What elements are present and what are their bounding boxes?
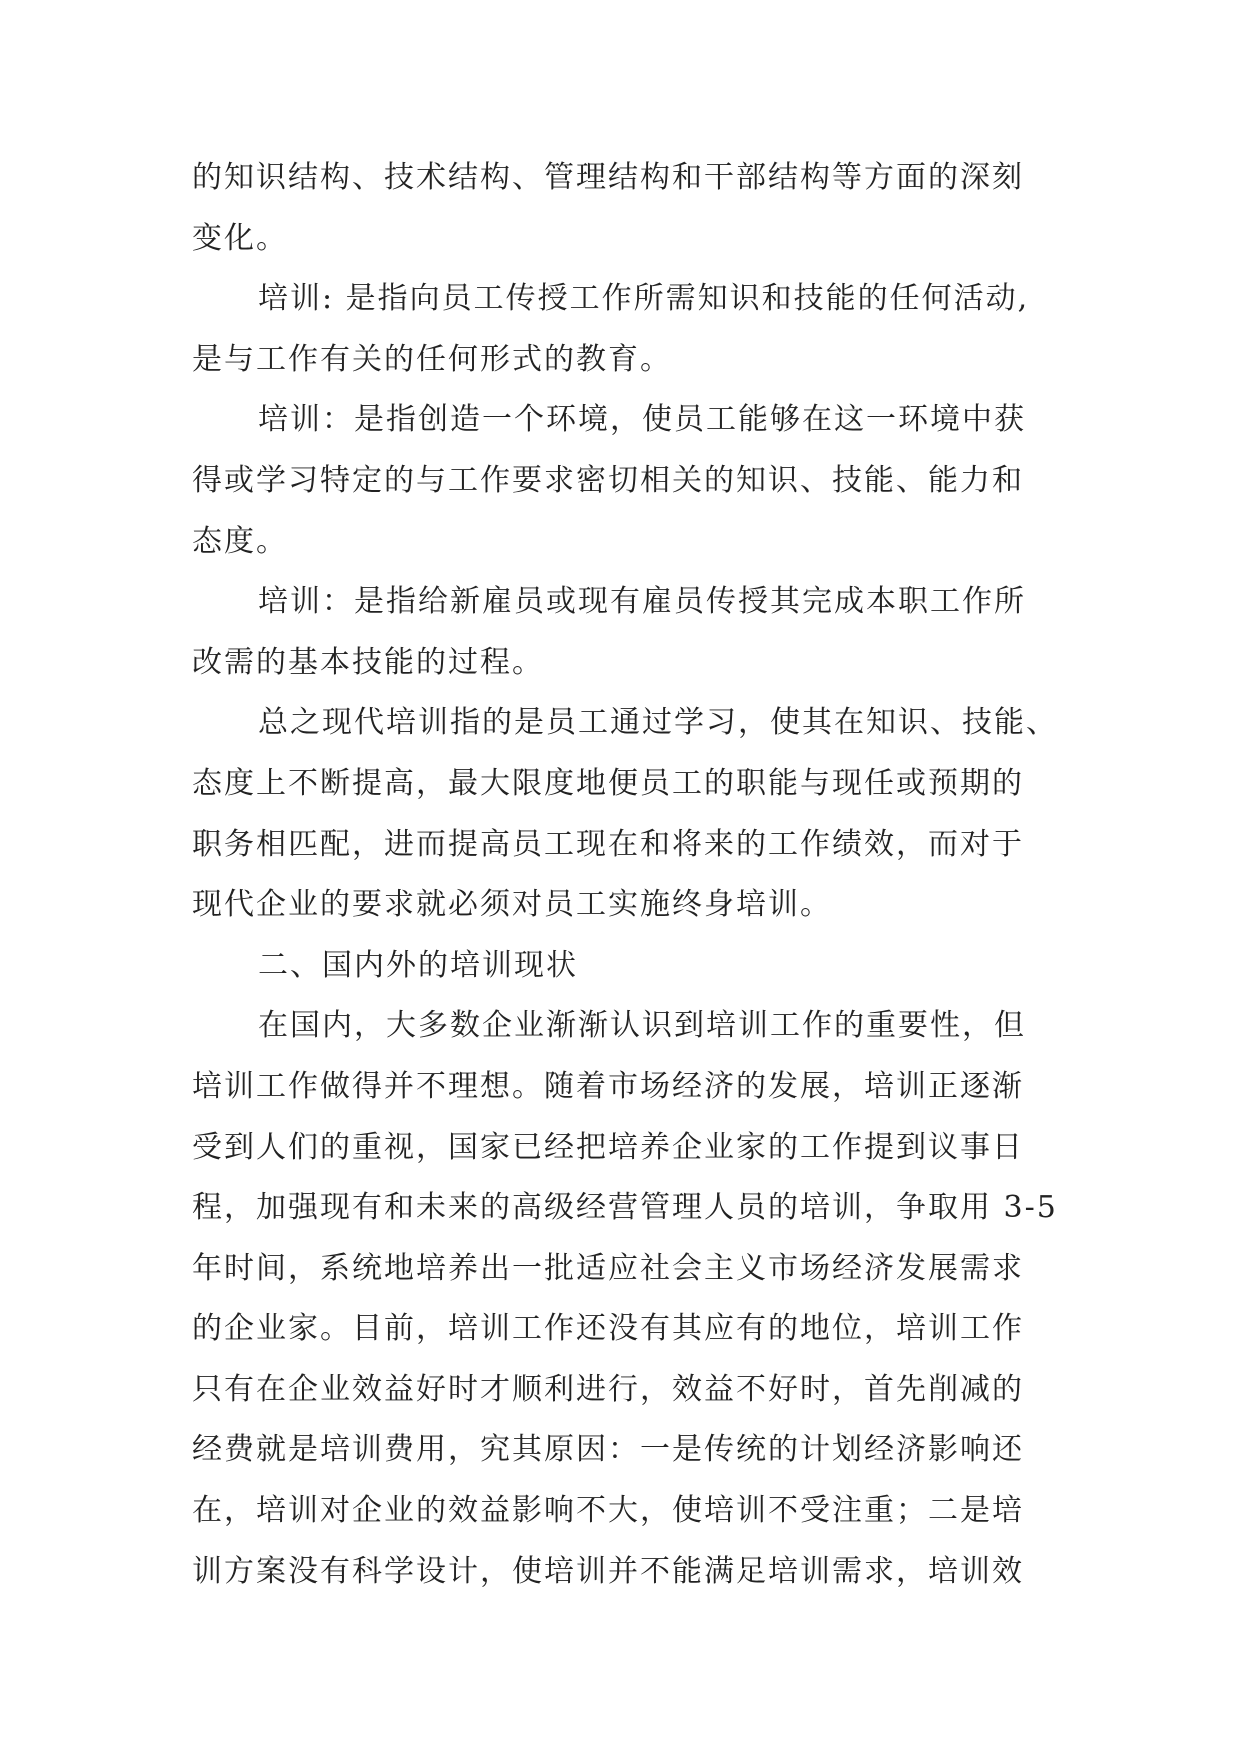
text-line: 态度上不断提高，最大限度地便员工的职能与现任或预期的	[192, 765, 1024, 801]
text-line: 经费就是培训费用，究其原因：一是传统的计划经济影响还	[192, 1432, 1024, 1468]
document-body	[192, 148, 1072, 1602]
text-line: 变化。	[192, 220, 288, 256]
text-line: 态度。	[192, 523, 288, 559]
text-line: 的企业家。目前，培训工作还没有其应有的地位，培训工作	[192, 1311, 1024, 1347]
text-line: 培训工作做得并不理想。随着市场经济的发展，培训正逐渐	[192, 1068, 1024, 1104]
text-line: 培训：是指给新雇员或现有雇员传授其完成本职工作所	[258, 584, 1026, 620]
text-line: 改需的基本技能的过程。	[192, 644, 544, 680]
text-line: 只有在企业效益好时才顺利进行，效益不好时，首先削减的	[192, 1371, 1024, 1407]
text-line: 在，培训对企业的效益影响不大，使培训不受注重；二是培	[192, 1493, 1024, 1529]
text-line: 二、国内外的培训现状	[258, 947, 578, 983]
text-line: 得或学习特定的与工作要求密切相关的知识、技能、能力和	[192, 462, 1024, 498]
text-line: 程，加强现有和未来的高级经营管理人员的培训，争取用 3-5	[192, 1190, 1058, 1226]
text-line: 训方案没有科学设计，使培训并不能满足培训需求，培训效	[192, 1553, 1024, 1589]
text-line: 职务相匹配，进而提高员工现在和将来的工作绩效，而对于	[192, 826, 1024, 862]
text-line: 现代企业的要求就必须对员工实施终身培训。	[192, 887, 832, 923]
text-line: 培训：是指创造一个环境，使员工能够在这一环境中获	[258, 402, 1026, 438]
text-line: 培训: 是指向员工传授工作所需知识和技能的任何活动,	[258, 281, 1030, 317]
text-line: 的知识结构、技术结构、管理结构和干部结构等方面的深刻	[192, 160, 1024, 195]
text-line: 年时间，系统地培养出一批适应社会主义市场经济发展需求	[192, 1250, 1024, 1286]
text-line: 在国内，大多数企业渐渐认识到培训工作的重要性，但	[258, 1008, 1026, 1044]
text-line: 总之现代培训指的是员工通过学习，使其在知识、技能、	[258, 705, 1058, 741]
text-line: 受到人们的重视，国家已经把培养企业家的工作提到议事日	[192, 1129, 1024, 1165]
text-line: 是与工作有关的任何形式的教育。	[192, 341, 672, 377]
